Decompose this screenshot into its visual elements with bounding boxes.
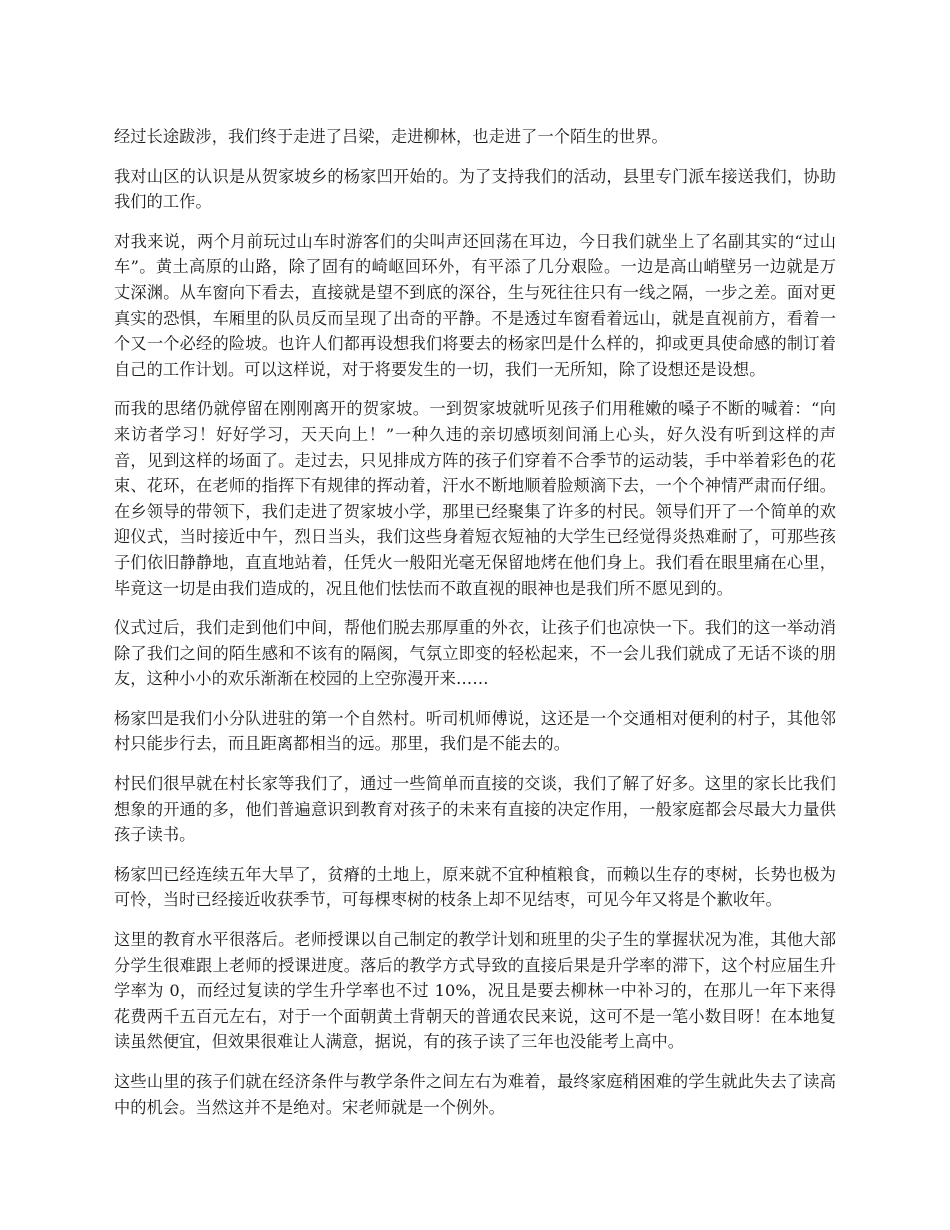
document-body — [114, 124, 836, 1134]
paragraph: 我对山区的认识是从贺家坡乡的杨家凹开始的。为了支持我们的活动，县里专门派车接送我们，协助我们的工作。 — [114, 166, 836, 212]
paragraph: 仪式过后，我们走到他们中间，帮他们脱去那厚重的外衣，让孩子们也凉快一下。我们的这一举动消除了我们之间的陌生感和不该有的隔阂，气氛立即变的轻松起来，不一会儿我们就成了无话不谈的朋友，这种小小的欢乐渐渐在校园的上空弥漫开来…… — [114, 618, 836, 689]
paragraph: 村民们很早就在村长家等我们了，通过一些简单而直接的交谈，我们了解了好多。这里的家长比我们想象的开通的多，他们普遍意识到教育对孩子的未来有直接的决定作用，一般家庭都会尽最大力量供孩子读书。 — [114, 774, 836, 845]
paragraph: 杨家凹已经连续五年大旱了，贫瘠的土地上，原来就不宜种植粮食，而赖以生存的枣树，长势也极为可怜，当时已经接近收获季节，可每棵枣树的枝条上却不见结枣，可见今年又将是个歉收年。 — [114, 864, 836, 910]
paragraph: 杨家凹是我们小分队进驻的第一个自然村。听司机师傅说，这还是一个交通相对便利的村子，其他邻村只能步行去，而且距离都相当的远。那里，我们是不能去的。 — [114, 708, 836, 754]
paragraph: 经过长途跋涉，我们终于走进了吕梁，走进柳林，也走进了一个陌生的世界。 — [114, 127, 668, 146]
paragraph: 对我来说，两个月前玩过山车时游客们的尖叫声还回荡在耳边，今日我们就坐上了名副其实的“过山车”。黄土高原的山路，除了固有的崎岖回环外，有平添了几分艰险。一边是高山峭壁另一边就是万丈深渊。从车窗向下看去，直接就是望不到底的深谷，生与死往往只有一线之隔，一步之差。面对更真实的恐惧，车厢里的队员反而呈现了出奇的平静。不是透过车窗看着远山，就是直视前方，看着一个又一个必经的险坡。也许人们都再设想我们将要去的杨家凹是什么样的，抑或更具使命感的制订着自己的工作计划。可以这样说，对于将要发生的一切，我们一无所知，除了设想还是设想。 — [114, 231, 836, 379]
paragraph: 这些山里的孩子们就在经济条件与教学条件之间左右为难着，最终家庭稍困难的学生就此失去了读高中的机会。当然这并不是绝对。宋老师就是一个例外。 — [114, 1072, 836, 1117]
paragraph: 这里的教育水平很落后。老师授课以自己制定的教学计划和班里的尖子生的掌握状况为准，其他大部分学生很难跟上老师的授课进度。落后的教学方式导致的直接后果是升学率的滞下，这个村应届生升学率为 0，而经过复读的学生升学率也不过 10%，况且是要去柳林一中补习的，在那儿一年下来得花费两千五百元左右，对于一个面朝黄土背朝天的普通农民来说，这可不是一笔小数目呀！在本地复读虽然便宜，但效果很难让人满意，据说，有的孩子读了三年也没能考上高中。 — [114, 930, 836, 1052]
paragraph: 而我的思绪仍就停留在刚刚离开的贺家坡。一到贺家坡就听见孩子们用稚嫩的嗓子不断的喊着：“向来访者学习！好好学习，天天向上！”一种久违的亲切感顷刻间涌上心头，好久没有听到这样的声音，见到这样的场面了。走过去，只见排成方阵的孩子们穿着不合季节的运动装，手中举着彩色的花束、花环，在老师的指挥下有规律的挥动着，汗水不断地顺着脸颊滴下去，一个个神情严肃而仔细。在乡领导的带领下，我们走进了贺家坡小学，那里已经聚集了许多的村民。领导们开了一个简单的欢迎仪式，当时接近中午，烈日当头，我们这些身着短衣短袖的大学生已经觉得炎热难耐了，可那些孩子们依旧静静地，直直地站着，任凭火一般阳光毫无保留地烤在他们身上。我们看在眼里痛在心里，毕竟这一切是由我们造成的，况且他们怯怯而不敢直视的眼神也是我们所不愿见到的。 — [114, 399, 836, 598]
